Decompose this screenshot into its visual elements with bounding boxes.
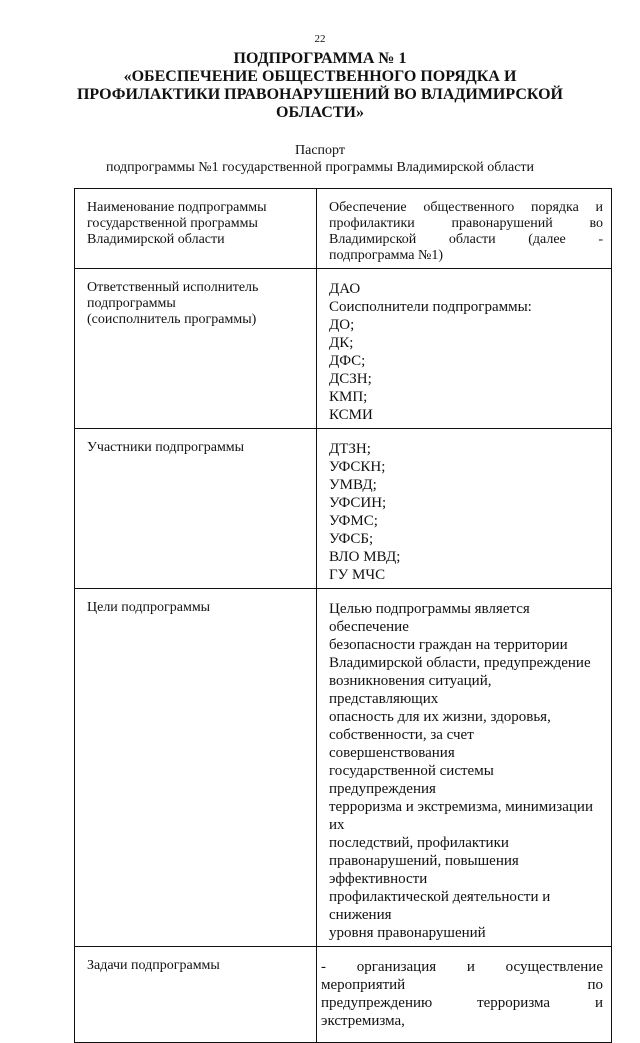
value-line: Обеспечение общественного порядка и <box>329 200 603 215</box>
value-line: УФСИН; <box>329 495 387 511</box>
passport-table <box>74 188 612 1043</box>
value-line: предупреждению терроризма и экстремизма, <box>321 995 603 1029</box>
value-line: возникновения ситуаций, представляющих <box>329 673 492 707</box>
value-line: ДО; <box>329 317 355 333</box>
label-line: Владимирской области <box>87 232 225 247</box>
value-line: безопасности граждан на территории <box>329 637 568 653</box>
value-line: профилактики правонарушений во <box>329 216 603 231</box>
value-line: уровня правонарушений <box>329 925 486 941</box>
value-line: подпрограмма №1) <box>329 248 444 263</box>
heading-line-4: ОБЛАСТИ» <box>276 104 364 121</box>
value-line: профилактической деятельности и снижения <box>329 889 551 923</box>
value-line: ДФС; <box>329 353 366 369</box>
value-line: собственности, за счет совершенствования <box>329 727 474 761</box>
label-line: Наименование подпрограммы <box>87 200 267 215</box>
passport-subtitle: подпрограммы №1 государственной программы Владимирской области <box>105 160 535 175</box>
row-value <box>317 189 612 269</box>
table-row <box>75 189 612 269</box>
label-line: подпрограммы <box>87 296 176 311</box>
value-line: ДАО <box>329 281 361 297</box>
table-row <box>75 269 612 429</box>
label-line: Цели подпрограммы <box>87 600 211 615</box>
value-line: ГУ МЧС <box>329 567 386 583</box>
table-row <box>75 589 612 947</box>
label-line: государственной программы <box>87 216 258 231</box>
value-line: УФСКН; <box>329 459 386 475</box>
value-line: Соисполнители подпрограммы: <box>329 299 532 315</box>
heading-line-1: ПОДПРОГРАММА № 1 <box>233 50 407 67</box>
value-line: опасность для их жизни, здоровья, <box>329 709 551 725</box>
value-line: Владимирской области (далее - <box>329 232 603 247</box>
value-line: УМВД; <box>329 477 377 493</box>
value-line: ВЛО МВД; <box>329 549 401 565</box>
value-line: ДСЗН; <box>329 371 372 387</box>
value-line: УФСБ; <box>329 531 374 547</box>
table-row <box>75 947 612 1043</box>
table-row <box>75 429 612 589</box>
row-label <box>75 429 317 589</box>
heading-line-2: «ОБЕСПЕЧЕНИЕ ОБЩЕСТВЕННОГО ПОРЯДКА И <box>123 68 517 85</box>
row-label <box>75 947 317 1043</box>
document-heading <box>60 50 580 122</box>
row-label <box>75 589 317 947</box>
label-line: Задачи подпрограммы <box>87 958 220 973</box>
passport-caption <box>40 142 600 176</box>
value-line: правонарушений, повышения эффективности <box>329 853 519 887</box>
value-line: терроризма и экстремизма, минимизации их <box>329 799 593 833</box>
value-line: УФМС; <box>329 513 378 529</box>
value-line: КМП; <box>329 389 368 405</box>
value-line: Владимирской области, предупреждение <box>329 655 591 671</box>
value-line: КСМИ <box>329 407 373 423</box>
label-line: Участники подпрограммы <box>87 440 245 455</box>
heading-line-3: ПРОФИЛАКТИКИ ПРАВОНАРУШЕНИЙ ВО ВЛАДИМИРСКОЙ <box>76 86 563 103</box>
value-line: - организация и осуществление мероприятий по <box>321 959 603 993</box>
row-value <box>317 947 612 1043</box>
row-value <box>317 429 612 589</box>
value-line: ДТЗН; <box>329 441 371 457</box>
page-number: 22 <box>314 33 326 45</box>
row-value <box>317 269 612 429</box>
value-line: государственной системы предупреждения <box>329 763 494 797</box>
row-label <box>75 189 317 269</box>
value-line: последствий, профилактики <box>329 835 509 851</box>
label-line: Ответственный исполнитель <box>87 280 259 295</box>
passport-title: Паспорт <box>295 143 345 158</box>
row-value <box>317 589 612 947</box>
value-line: Целью подпрограммы является обеспечение <box>329 601 530 635</box>
value-line: ДК; <box>329 335 354 351</box>
row-label <box>75 269 317 429</box>
label-line: (соисполнитель программы) <box>87 312 257 327</box>
